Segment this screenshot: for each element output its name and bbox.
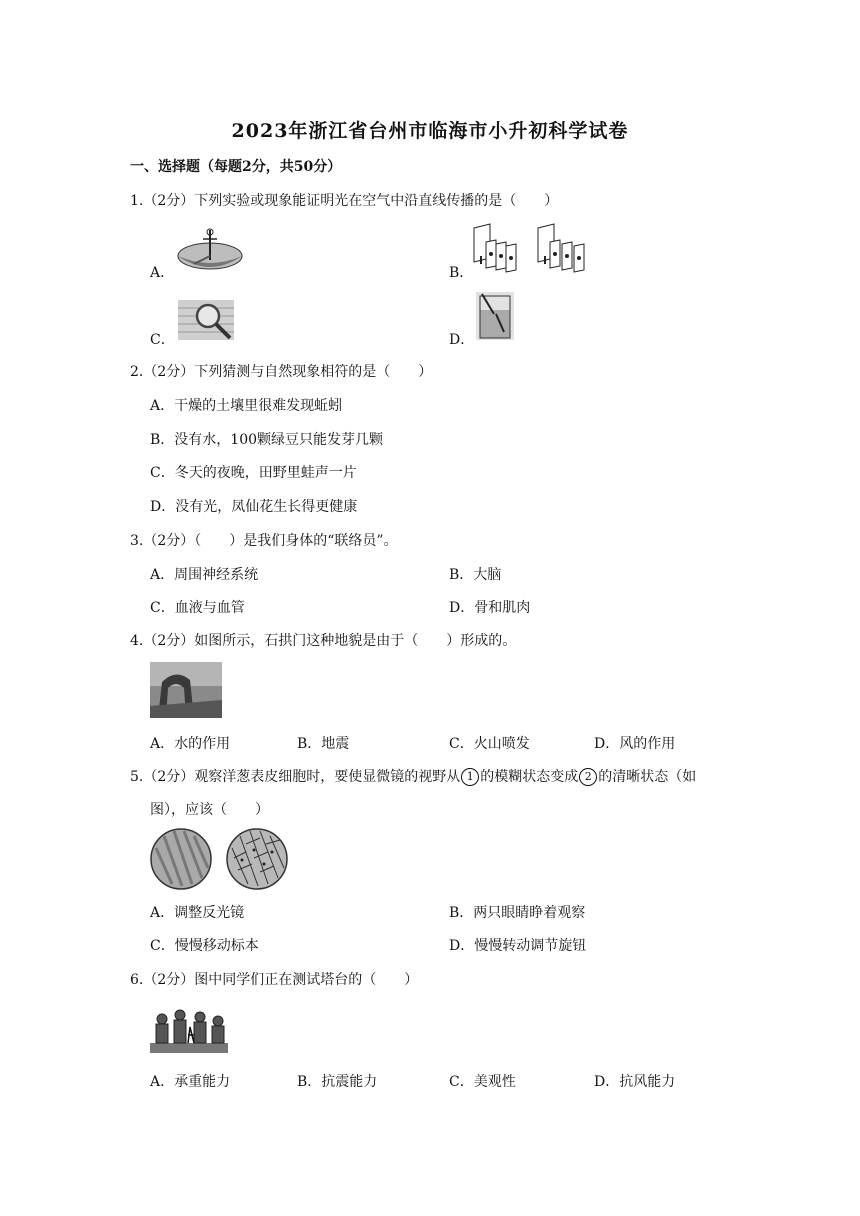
question-1-stem: 1.（2分）下列实验或现象能证明光在空气中沿直线传播的是（ ） [130,193,559,209]
q5-blurry-cells-image [150,828,212,890]
q1-straw-in-glass-image [476,292,514,340]
q4-option-d: D．风的作用 [594,736,676,752]
q2-option-d: D．没有光，凤仙花生长得更健康 [150,499,358,515]
q5-option-d: D．慢慢转动调节旋钮 [449,938,587,954]
q4-option-a: A．水的作用 [150,736,231,752]
q5-stem-part-b: 的模糊状态变成 [480,769,579,785]
question-4-stem: 4.（2分）如图所示，石拱门这种地貌是由于（ ）形成的。 [130,633,517,649]
question-5-stem [130,766,696,786]
q5-clear-cells-image [226,828,288,890]
q4-option-c: C．火山喷发 [449,736,530,752]
q6-option-b: B．抗震能力 [297,1074,378,1090]
q1-option-b: B． [449,265,474,281]
section-heading: 一、选择题（每题2分，共50分） [130,159,342,175]
q6-option-c: C．美观性 [449,1074,516,1090]
q6-option-a: A．承重能力 [150,1074,231,1090]
q3-option-a: A．周围神经系统 [150,567,259,583]
q1-option-a: A． [150,265,175,281]
q1-sundial-image [176,226,244,278]
q5-stem-part-c: 的清晰状态（如 [598,769,697,785]
question-5-stem-line2: 图），应该（ ） [150,802,269,818]
question-6-stem: 6.（2分）图中同学们正在测试塔台的（ ） [130,972,419,988]
q2-option-c: C．冬天的夜晚，田野里蛙声一片 [150,465,357,481]
q5-option-b: B．两只眼睛睁着观察 [449,905,586,921]
circled-number-2: 2 [579,768,597,786]
q3-option-c: C．血液与血管 [150,600,245,616]
q5-option-a: A．调整反光镜 [150,905,245,921]
circled-number-1: 1 [461,768,479,786]
q4-stone-arch-image [150,662,222,718]
q2-option-a: A．干燥的土壤里很难发现蚯蚓 [150,398,343,414]
q1-magnifier-image [178,300,234,340]
q6-students-testing-tower-image [150,1005,228,1053]
q4-option-b: B．地震 [297,736,350,752]
q1-option-c: C． [150,332,175,348]
q3-option-d: D．骨和肌肉 [449,600,531,616]
q3-option-b: B．大脑 [449,567,502,583]
q1-cards-image [470,222,602,276]
question-3-stem: 3.（2分）（ ）是我们身体的“联络员”。 [130,533,398,549]
q5-stem-part-a: 5.（2分）观察洋葱表皮细胞时，要使显微镜的视野从 [130,769,461,785]
q2-option-b: B．没有水，100颗绿豆只能发芽几颗 [150,432,384,448]
q6-option-d: D．抗风能力 [594,1074,676,1090]
question-2-stem: 2.（2分）下列猜测与自然现象相符的是（ ） [130,364,433,380]
q1-option-d: D． [449,332,475,348]
exam-title: 2023年浙江省台州市临海市小升初科学试卷 [231,120,629,142]
q5-option-c: C．慢慢移动标本 [150,938,259,954]
